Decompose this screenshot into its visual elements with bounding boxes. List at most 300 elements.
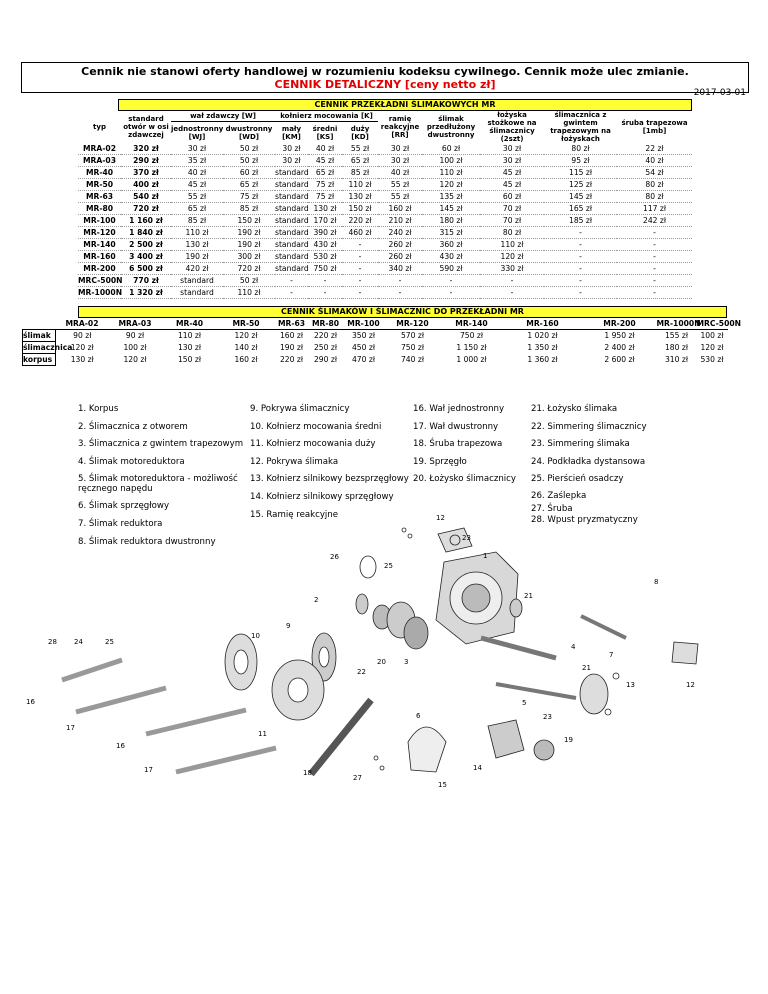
price-cell: 110 zł [223,287,275,299]
price-cell: 120 zł [234,331,258,341]
price-cell: 190 zł [223,239,275,251]
price-cell: 260 zł [378,251,422,263]
part-number: 21 [524,592,533,600]
part-number: 27 [353,774,362,782]
col-header-model: MRA-03 [109,318,162,330]
row-type-cell: MR-160 [78,251,121,263]
worm-price-table [22,318,742,366]
legend-item: 15. Ramię reakcyjne [250,509,339,520]
part-number: 17 [144,766,153,774]
worm-table-title: CENNIK ŚLIMAKÓW I ŚLIMACZNIC DO PRZEKŁADNI MR [78,306,727,318]
price-cell: 40 zł [378,167,422,179]
price-cell: 70 zł [480,215,544,227]
price-cell: 160 zł [279,331,304,341]
price-cell: 45 zł [171,179,223,191]
price-cell: 450 zł [351,343,376,352]
col-header-model: MR-40 [162,318,218,330]
col-header-kd: duży [KD] [350,124,370,141]
col-header-model: MR-80 [309,318,343,330]
price-cell: - [544,251,617,263]
price-cell: 260 zł [378,239,422,251]
part-number: 20 [377,658,386,666]
price-cell: 30 zł [171,143,223,155]
price-cell: 190 zł [279,343,304,352]
price-cell: 130 zł [342,191,378,203]
document-date: 2017-03-01 [693,88,746,98]
price-cell: 165 zł [544,203,617,215]
price-cell: - [342,251,378,263]
price-cell: 300 zł [223,251,275,263]
row-type-cell: MR-140 [78,239,121,251]
price-cell: 2 500 zł [121,239,171,251]
legend-item: 9. Pokrywa ślimacznicy [250,404,350,414]
price-cell: 100 zł [422,155,480,167]
price-cell: 320 zł [121,143,171,155]
part-number: 10 [251,632,260,640]
part-number: 16 [26,698,35,706]
part-number: 3 [404,658,409,666]
table-row [78,251,692,263]
price-cell: 740 zł [400,355,425,364]
price-cell: 110 zł [342,179,378,191]
price-cell: standard [171,287,223,299]
price-cell: 750 zł [459,331,484,341]
row-type-cell: MR-100 [78,215,121,227]
part-number: 8 [654,578,659,586]
price-cell: 150 zł [342,203,378,215]
price-cell: 6 500 zł [121,263,171,275]
price-cell: 55 zł [342,143,378,155]
price-cell: 340 zł [378,263,422,275]
col-header-ks: średni [KS] [312,124,338,141]
price-cell: 85 zł [342,167,378,179]
row-type-cell: MR-1000N [78,288,123,297]
part-number: 4 [571,643,576,651]
col-header-standard: standard otwór w osi zdawczej [123,115,169,139]
price-cell: 315 zł [422,227,480,239]
legend-item: 5. Ślimak motoreduktora - możliwość ręcznego napędu [78,474,238,495]
legend-item: 17. Wał dwustronny [413,421,499,432]
price-cell: 1 150 zł [456,343,487,352]
legend-item: 7. Ślimak reduktora [78,518,163,529]
price-cell: 45 zł [480,179,544,191]
price-cell: 70 zł [480,203,544,215]
legend-item: 12. Pokrywa ślimaka [250,456,339,467]
part-number: 14 [473,764,482,772]
price-cell: 135 zł [422,191,480,203]
price-cell: 750 zł [400,343,425,352]
row-type-cell: MRA-03 [78,155,121,167]
price-cell: 250 zł [313,343,338,352]
corner-cell [23,318,56,330]
table-row [78,227,692,239]
price-cell: 1 020 zł [527,331,558,341]
legend-col-3 [413,401,516,489]
part-number: 11 [258,730,267,738]
price-cell: - [480,287,544,299]
table-row [78,179,692,191]
price-cell: 170 zł [308,215,342,227]
table-row [78,275,692,287]
price-cell: 65 zł [342,155,378,167]
price-cell: 770 zł [121,275,171,287]
disclaimer-banner [21,62,749,93]
price-cell: 2 600 zł [604,355,635,364]
price-cell: - [617,287,692,299]
table-row [78,155,692,167]
exploded-gearbox-diagram [26,512,726,792]
price-cell: - [544,239,617,251]
price-cell: 190 zł [171,251,223,263]
gearbox-price-section [78,99,692,299]
price-cell: 530 zł [700,355,724,364]
price-cell: 60 zł [223,167,275,179]
part-number: 23 [462,534,471,542]
price-cell: 470 zł [351,355,376,364]
part-number: 1 [483,552,488,560]
table-row [78,191,692,203]
price-cell: - [617,227,692,239]
part-number: 24 [74,638,83,646]
price-cell: - [422,275,480,287]
col-header-slimak: ślimak przedłużony dwustronny [426,115,476,139]
price-cell: 1 840 zł [121,227,171,239]
price-cell: 145 zł [422,203,480,215]
legend-item: 3. Ślimacznica z gwintem trapezowym [78,439,244,450]
gearbox-table-title: CENNIK PRZEKŁADNI ŚLIMAKOWYCH MR [118,99,692,111]
price-cell: 370 zł [121,167,171,179]
price-cell: - [275,275,308,287]
price-cell: 150 zł [223,215,275,227]
price-cell: 65 zł [223,179,275,191]
row-label: ślimak [23,330,56,342]
price-cell: 30 zł [275,143,308,155]
price-cell: 65 zł [171,203,223,215]
part-number: 9 [286,622,291,630]
price-cell: 85 zł [223,203,275,215]
price-cell: 110 zł [480,239,544,251]
group-header-kolnierz: kołnierz mocowania [K] [275,111,378,122]
col-header-model: MR-63 [275,318,309,330]
part-number: 26 [330,553,339,561]
price-cell: 75 zł [223,191,275,203]
col-header-model: MR-50 [218,318,275,330]
price-cell: 40 zł [171,167,223,179]
legend-item: 19. Sprzęgło [413,456,467,467]
price-cell: 420 zł [171,263,223,275]
price-cell: - [308,275,342,287]
legend-item: 23. Simmering ślimaka [531,439,630,450]
price-cell: 155 zł [664,331,689,341]
price-cell: 130 zł [177,343,202,352]
price-cell: 45 zł [480,167,544,179]
table-row [78,287,692,299]
row-type-cell: MR-120 [78,227,121,239]
price-cell: 242 zł [617,215,692,227]
price-cell: - [378,287,422,299]
row-type-cell: MR-200 [78,263,121,275]
legend-item: 10. Kołnierz mocowania średni [250,421,382,432]
table-row [78,263,692,275]
price-cell: 85 zł [171,215,223,227]
legend-item: 1. Korpus [78,404,119,414]
price-cell: 45 zł [308,155,342,167]
col-header-wd: dwustronny [WD] [225,124,273,141]
price-cell: standard [275,228,309,237]
price-cell: 110 zł [171,227,223,239]
price-cell: 60 zł [422,143,480,155]
price-cell: - [342,239,378,251]
price-cell: 2 400 zł [604,343,635,352]
price-cell: standard [275,180,309,189]
price-cell: 540 zł [121,191,171,203]
price-cell: 100 zł [123,343,147,352]
price-cell: 80 zł [480,227,544,239]
price-cell: 290 zł [121,155,171,167]
legend-item: 22. Simmering ślimacznicy [531,421,647,432]
group-header-wal: wał zdawczy [W] [171,111,275,122]
price-cell: 30 zł [378,143,422,155]
price-cell: 30 zł [480,155,544,167]
price-cell: - [544,287,617,299]
row-label: ślimacznica [23,343,73,352]
price-cell: standard [275,216,309,225]
price-cell: 80 zł [544,143,617,155]
worm-price-section [22,306,742,366]
price-cell: 570 zł [400,331,425,341]
price-cell: 330 zł [480,263,544,275]
price-list-title: CENNIK DETALICZNY [ceny netto zł] [274,78,496,91]
price-cell: 1 360 zł [527,355,558,364]
col-header-typ: typ [93,123,106,131]
price-cell: 130 zł [308,203,342,215]
col-header-slimacznica: ślimacznica z gwintem trapezowym na łożyskach [550,111,611,143]
price-cell: 350 zł [351,331,376,341]
price-cell: - [422,287,480,299]
table-row [78,143,692,155]
price-cell: 3 400 zł [121,251,171,263]
price-cell: 40 zł [308,143,342,155]
legend-item: 24. Podkładka dystansowa [531,456,646,467]
col-header-model: MR-200 [583,318,657,330]
table-row [23,354,728,366]
price-cell: 100 zł [700,331,724,341]
legend-col-4 [531,401,647,525]
price-cell: 1 350 zł [527,343,558,352]
price-cell: - [378,275,422,287]
price-cell: 30 zł [275,155,308,167]
part-number: 17 [66,724,75,732]
row-type-cell: MR-50 [78,179,121,191]
part-number: 13 [626,681,635,689]
part-number: 7 [609,651,614,659]
price-cell: 125 zł [544,179,617,191]
price-cell: 150 zł [177,355,202,364]
price-cell: 60 zł [480,191,544,203]
price-cell: 50 zł [223,143,275,155]
price-cell: standard [275,168,309,177]
price-cell: - [544,275,617,287]
table-row [78,167,692,179]
price-cell: 55 zł [378,191,422,203]
part-number: 12 [686,681,695,689]
col-header-sruba: śruba trapezowa [1mb] [621,119,688,135]
row-type-cell: MRA-02 [78,143,121,155]
col-header-model: MR-100 [343,318,385,330]
price-cell: 590 zł [422,263,480,275]
legend-col-2 [250,401,409,524]
gearbox-price-table [78,111,692,299]
price-cell: - [617,263,692,275]
price-cell: - [342,287,378,299]
price-cell: 80 zł [617,179,692,191]
part-number: 5 [522,699,527,707]
price-cell: 1 320 zł [121,287,171,299]
price-cell: 720 zł [223,263,275,275]
part-number: 22 [357,668,366,676]
legend-item: 26. Zaślepka [531,490,587,501]
col-header-model: MRA-02 [56,318,109,330]
col-header-model: MRC-500N [696,319,742,328]
legend-item: 8. Ślimak reduktora dwustronny [78,536,216,547]
price-cell: - [617,251,692,263]
legend-item: 21. Łożysko ślimaka [531,404,618,414]
col-header-model: MR-160 [503,318,583,330]
legend-item: 27. Śruba [531,503,573,514]
price-cell: 310 zł [664,355,689,364]
col-header-model: MR-1000N [656,319,701,328]
price-cell: - [342,263,378,275]
price-cell: 30 zł [480,143,544,155]
price-cell: 430 zł [422,251,480,263]
price-cell: - [342,275,378,287]
price-cell: 530 zł [308,251,342,263]
col-header-wj: jednostronny [WJ] [171,124,224,141]
price-cell: 460 zł [342,227,378,239]
part-number: 25 [384,562,393,570]
price-cell: 55 zł [378,179,422,191]
row-type-cell: MR-80 [78,203,121,215]
part-number: 21 [582,664,591,672]
col-header-model: MR-140 [441,318,503,330]
price-cell: 400 zł [121,179,171,191]
price-cell: standard [171,275,223,287]
part-number: 18 [303,769,312,777]
price-cell: 90 zł [125,331,145,341]
part-number: 28 [48,638,57,646]
legend-item: 14. Kołnierz silnikowy sprzęgłowy [250,491,394,502]
legend-item: 18. Śruba trapezowa [413,439,503,450]
price-cell: 210 zł [378,215,422,227]
disclaimer-text: Cennik nie stanowi oferty handlowej w rozumieniu kodeksu cywilnego. Cennik może ulec zmianie. [81,65,689,78]
legend-item: 20. Łożysko ślimacznicy [413,474,516,485]
legend-item: 13. Kołnierz silnikowy bezsprzęgłowy [250,474,409,485]
table-row [23,342,728,354]
price-cell: 180 zł [422,215,480,227]
price-cell: 40 zł [617,155,692,167]
price-cell: 220 zł [342,215,378,227]
price-cell: 55 zł [171,191,223,203]
price-cell: 430 zł [308,239,342,251]
price-cell: 110 zł [177,331,202,341]
row-type-cell: MR-40 [78,167,121,179]
price-cell: - [544,227,617,239]
price-cell: 50 zł [223,275,275,287]
table-row [78,239,692,251]
price-cell: 220 zł [313,331,338,341]
price-cell: 120 zł [480,251,544,263]
legend-item: 4. Ślimak motoreduktora [78,456,185,467]
table-row [78,203,692,215]
price-cell: - [544,263,617,275]
price-cell: 240 zł [378,227,422,239]
price-cell: - [275,287,308,299]
price-cell: 290 zł [313,355,338,364]
part-number: 23 [543,713,552,721]
price-cell: 220 zł [279,355,304,364]
price-cell: 95 zł [544,155,617,167]
price-cell: 145 zł [544,191,617,203]
price-cell: 50 zł [223,155,275,167]
price-cell: standard [275,252,309,261]
price-cell: 120 zł [123,355,147,364]
part-number: 2 [314,596,319,604]
part-number: 6 [416,712,421,720]
col-header-lozyska: łożyska stożkowe na ślimacznicy (2szt) [487,111,537,143]
row-label: korpus [23,354,56,366]
price-cell: 160 zł [234,355,258,364]
price-cell: 1 000 zł [456,355,487,364]
price-cell: 120 zł [422,179,480,191]
part-number: 16 [116,742,125,750]
price-cell: 180 zł [664,343,689,352]
price-cell: 1 950 zł [604,331,635,341]
price-cell: 30 zł [378,155,422,167]
col-header-model: MR-120 [385,318,441,330]
price-cell: - [308,287,342,299]
table-row [23,330,728,342]
price-cell: 115 zł [544,167,617,179]
legend-item: 28. Wpust pryzmatyczny [531,514,638,525]
part-number: 15 [438,781,447,789]
price-cell: 160 zł [378,203,422,215]
col-header-ramie: ramię reakcyjne [RR] [380,115,420,139]
price-cell: 65 zł [308,167,342,179]
legend-item: 16. Wał jednostronny [413,404,505,414]
price-cell: 75 zł [308,179,342,191]
price-cell: 1 160 zł [121,215,171,227]
price-cell: 130 zł [70,355,94,364]
price-cell: standard [275,264,309,273]
legend-item: 6. Ślimak sprzęgłowy [78,501,170,512]
price-cell: 130 zł [171,239,223,251]
price-cell: 120 zł [700,343,724,352]
row-type-cell: MRC-500N [78,276,123,285]
price-cell: - [617,239,692,251]
part-number: 25 [105,638,114,646]
price-cell: 90 zł [73,331,92,341]
price-cell: standard [275,240,309,249]
price-cell: standard [275,192,309,201]
price-cell: 185 zł [544,215,617,227]
legend-item: 11. Kołnierz mocowania duży [250,439,376,450]
col-header-km: mały [KM] [281,124,302,141]
row-type-cell: MR-63 [78,191,121,203]
price-cell: 360 zł [422,239,480,251]
part-number: 12 [436,514,445,522]
price-cell: 390 zł [308,227,342,239]
price-cell: 117 zł [617,203,692,215]
